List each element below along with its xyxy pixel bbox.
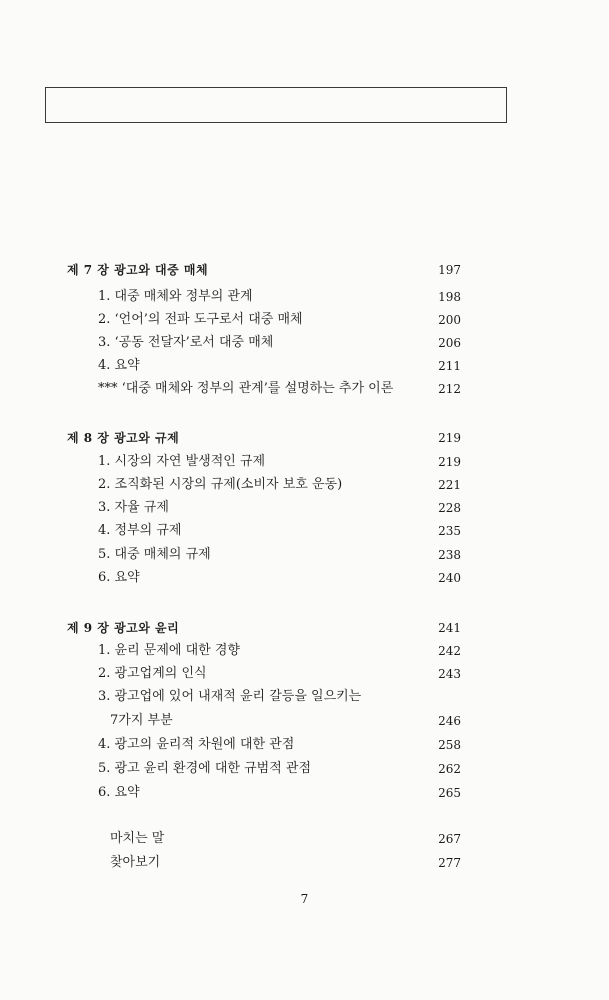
page-number: 238 [438, 548, 461, 562]
chapter-title: 제 8 장 광고와 규제 [67, 431, 180, 445]
entry-title: 6. 요약 [98, 570, 140, 585]
entry-title: 2. ‘언어’의 전파 도구로서 대중 매체 [98, 312, 303, 327]
entry-title: 마치는 말 [110, 831, 165, 846]
page-number: 241 [438, 621, 461, 635]
page-number: 243 [438, 667, 461, 681]
toc-entry[interactable] [0, 355, 609, 377]
toc-entry[interactable] [0, 332, 609, 354]
toc-entry[interactable] [0, 567, 609, 589]
toc-chapter[interactable] [0, 259, 609, 281]
toc-entry[interactable] [0, 640, 609, 662]
entry-title: 4. 광고의 윤리적 차원에 대한 관점 [98, 737, 295, 752]
entry-title: 3. ‘공동 전달자’로서 대중 매체 [98, 335, 274, 350]
entry-title: 5. 대중 매체의 규제 [98, 547, 211, 562]
toc-entry[interactable] [0, 758, 609, 780]
toc-entry[interactable] [0, 663, 609, 685]
toc-entry[interactable] [0, 474, 609, 496]
entry-title: 6. 요약 [98, 785, 140, 800]
page-number: 198 [438, 290, 461, 304]
toc-entry-continuation[interactable] [0, 710, 609, 732]
toc-entry[interactable] [0, 497, 609, 519]
entry-title: 5. 광고 윤리 환경에 대한 규범적 관점 [98, 761, 312, 776]
toc-entry[interactable] [0, 378, 609, 400]
entry-title: 찾아보기 [110, 855, 161, 870]
toc-entry[interactable] [0, 309, 609, 331]
page-number: 246 [438, 714, 461, 728]
chapter-title: 제 9 장 광고와 윤리 [67, 621, 180, 635]
page-number: 235 [438, 524, 461, 538]
header-frame [45, 87, 507, 123]
toc-end-entry[interactable] [0, 852, 609, 874]
toc-entry[interactable] [0, 451, 609, 473]
page-number: 277 [438, 856, 461, 870]
page-number: 206 [438, 336, 461, 350]
page-number: 265 [438, 786, 461, 800]
page-number: 200 [438, 313, 461, 327]
entry-title: 2. 조직화된 시장의 규제(소비자 보호 운동) [98, 477, 343, 492]
page-number: 267 [438, 832, 461, 846]
toc-entry[interactable] [0, 686, 609, 708]
entry-title: 3. 광고업에 있어 내재적 윤리 갈등을 일으키는 [98, 689, 362, 704]
toc-entry[interactable] [0, 782, 609, 804]
page-number: 211 [438, 359, 461, 373]
entry-title: 1. 대중 매체와 정부의 관계 [98, 289, 253, 304]
page-number: 212 [438, 382, 461, 396]
entry-title: 4. 요약 [98, 358, 140, 373]
entry-title: 3. 자율 규제 [98, 500, 169, 515]
page-number: 197 [438, 263, 461, 277]
page-number: 219 [438, 455, 461, 469]
page-number: 219 [438, 431, 461, 445]
entry-title: 7가지 부분 [110, 713, 173, 728]
toc-entry[interactable] [0, 734, 609, 756]
toc-chapter[interactable] [0, 617, 609, 639]
page-number: 258 [438, 738, 461, 752]
page-number: 221 [438, 478, 461, 492]
toc-end-entry[interactable] [0, 828, 609, 850]
toc-entry[interactable] [0, 286, 609, 308]
chapter-title: 제 7 장 광고와 대중 매체 [67, 263, 209, 277]
toc-entry[interactable] [0, 520, 609, 542]
folio-page-number: 7 [300, 892, 309, 906]
entry-title: *** ‘대중 매체와 정부의 관계’를 설명하는 추가 이론 [98, 381, 394, 396]
toc-entry[interactable] [0, 544, 609, 566]
page-number: 228 [438, 501, 461, 515]
page-number: 242 [438, 644, 461, 658]
entry-title: 1. 시장의 자연 발생적인 규제 [98, 454, 266, 469]
page-number: 262 [438, 762, 461, 776]
page-number: 240 [438, 571, 461, 585]
entry-title: 1. 윤리 문제에 대한 경향 [98, 643, 240, 658]
entry-title: 4. 정부의 규제 [98, 523, 182, 538]
toc-chapter[interactable] [0, 427, 609, 449]
entry-title: 2. 광고업계의 인식 [98, 666, 207, 681]
